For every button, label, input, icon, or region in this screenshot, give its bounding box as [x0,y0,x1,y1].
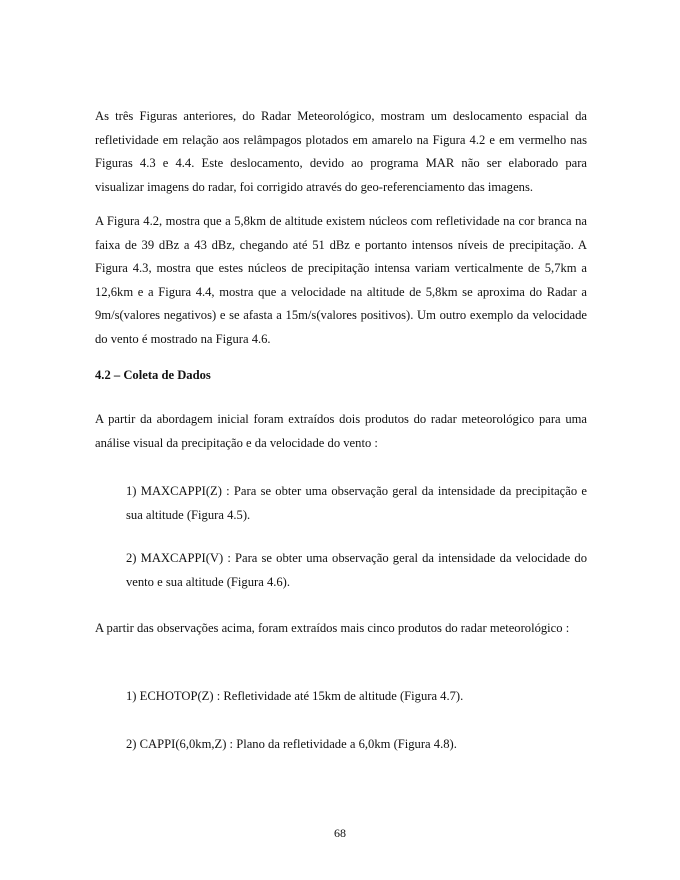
list-item-maxcappi-z: 1) MAXCAPPI(Z) : Para se obter uma observação geral da intensidade da precipitação e sua altitude (Figura 4.5). [126,484,587,522]
page-number: 68 [334,826,346,840]
paragraph-additional-products: A partir das observações acima, foram extraídos mais cinco produtos do radar meteorológico : [95,621,570,635]
paragraph-figure-analysis: A Figura 4.2, mostra que a 5,8km de altitude existem núcleos com refletividade na cor branca na faixa de 39 dBz a 43 dBz, chegando até 51 dBz e portanto intensos níveis de precipitação. A Figura 4.3, mostra que estes núcleos de precipitação intensa variam verticalmente de 5,7km a 12,6km e a Figura 4.4, mostra que a velocidade na altitude de 5,8km se aproxima do Radar a 9m/s(valores negativos) e se afasta a 15m/s(valores positivos). Um outro exemplo da velocidade do vento é mostrado na Figura 4.6. [95,214,587,346]
paragraph-radar-displacement: As três Figuras anteriores, do Radar Meteorológico, mostram um deslocamento espacial da refletividade em relação aos relâmpagos plotados em amarelo na Figura 4.2 e em vermelho nas Figuras 4.3 e 4.4. Este deslocamento, devido ao programa MAR não ser elaborado para visualizar imagens do radar, foi corrigido através do geo-referenciamento das imagens. [95,109,587,194]
paragraph-initial-approach: A partir da abordagem inicial foram extraídos dois produtos do radar meteorológico para uma análise visual da precipitação e da velocidade do vento : [95,412,587,450]
list-item-cappi: 2) CAPPI(6,0km,Z) : Plano da refletividade a 6,0km (Figura 4.8). [126,737,457,751]
list-item-echotop: 1) ECHOTOP(Z) : Refletividade até 15km de altitude (Figura 4.7). [126,689,464,703]
list-item-maxcappi-v: 2) MAXCAPPI(V) : Para se obter uma observação geral da intensidade da velocidade do vento e sua altitude (Figura 4.6). [126,551,587,589]
section-heading: 4.2 – Coleta de Dados [95,368,211,382]
